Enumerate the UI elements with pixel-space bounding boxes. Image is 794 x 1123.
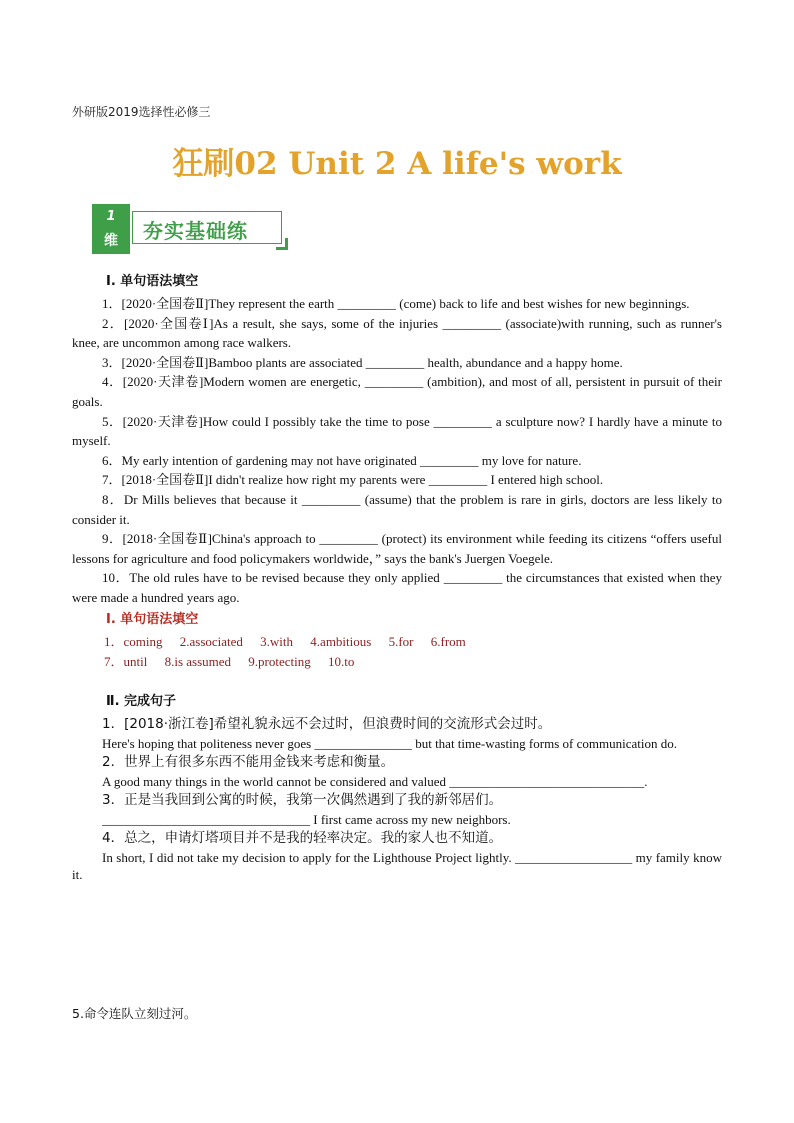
question-3: 3．[2020·全国卷Ⅱ]Bamboo plants are associated _________ health, abundance and a happy home. [102, 354, 623, 370]
document-header: 外研版2019选择性必修三 [72, 105, 211, 119]
sentence-2-chinese: 2．世界上有很多东西不能用金钱来考虑和衡量。 [102, 753, 395, 770]
answer-item: 5.for [388, 633, 414, 649]
spacer [72, 672, 722, 690]
exercise-content [72, 270, 722, 883]
sentence-3-english: ________________________________ I first came across my new neighbors. [102, 811, 511, 827]
section1-heading: Ⅰ. 单句语法填空 [106, 274, 199, 289]
question-7: 7．[2018·全国卷Ⅱ]I didn't realize how right my parents were _________ I entered high school. [102, 472, 604, 488]
question-8: 8．Dr Mills believes that because it _________ (assume) that the problem is rare in girls, doctors are less likely to consider it. [72, 491, 722, 527]
answers-row-2 [72, 652, 722, 672]
question-4: 4．[2020·天津卷]Modern women are energetic, _________ (ambition), and most of all, persistent in pursuit of their goals. [72, 374, 722, 409]
section-banner [132, 211, 282, 244]
answer-item: 3.with [260, 633, 294, 649]
sentence-3-chinese: 3．正是当我回到公寓的时候，我第一次偶然遇到了我的新邻居们。 [102, 791, 503, 808]
question-6: 6．My early intention of gardening may not have originated _________ my love for nature. [102, 452, 582, 468]
question-5: 5．[2020·天津卷]How could I possibly take the time to pose _________ a sculpture now? I hardly have a minute to myself. [72, 413, 722, 449]
level-badge [92, 204, 130, 254]
sentence-1-chinese: 1．[2018·浙江卷]希望礼貌永远不会过时，但浪费时间的交流形式会过时。 [102, 715, 552, 732]
answer-item: 10.to [328, 653, 355, 669]
answer-item: 6.from [430, 633, 466, 649]
answer-item: 2.associated [179, 633, 243, 649]
answer-item: 1．coming [104, 633, 163, 649]
sentence-4-english: In short, I did not take my decision to apply for the Lighthouse Project lightly. __________________ my family know it. [72, 849, 722, 882]
question-2: 2．[2020·全国卷Ⅰ]As a result, she says, some of the injuries _________ (associate)with running, such as runner's knee, are uncommon among race walkers. [72, 315, 722, 351]
sentence-5-chinese: 5.命令连队立刻过河。 [72, 1006, 197, 1021]
badge-number: 1 [106, 209, 116, 224]
answers-row-1 [72, 632, 722, 652]
question-9: 9．[2018·全国卷Ⅱ]China's approach to _________ (protect) its environment while feeding its citizens “offers useful lessons for agriculture and food policymakers worldwide，” says the bank's Juergen Voegele. [72, 531, 722, 566]
sentence-4-chinese: 4．总之，申请灯塔项目并不是我的轻率决定。我的家人也不知道。 [102, 829, 503, 846]
sentence-2-english: A good many things in the world cannot be considered and valued ______________________________. [102, 773, 648, 789]
answer-item: 9.protecting [248, 653, 311, 669]
sentence-1-english: Here's hoping that politeness never goes _______________ but that time-wasting forms of communication do. [102, 735, 677, 751]
answer-item: 7．until [104, 653, 148, 669]
section2-heading: Ⅱ. 完成句子 [106, 693, 177, 709]
question-10: 10．The old rules have to be revised because they only applied _________ the circumstances that existed when they were made a hundred years ago. [72, 570, 722, 605]
banner-corner-decoration [276, 238, 288, 250]
badge-word: 维 [104, 233, 118, 249]
page-title: 狂刷02 Unit 2 A life's work [172, 146, 622, 182]
answers-heading: Ⅰ. 单句语法填空 [106, 611, 199, 627]
answer-item: 8.is assumed [164, 653, 232, 669]
answer-item: 4.ambitious [310, 633, 372, 649]
question-1: 1．[2020·全国卷Ⅱ]They represent the earth _________ (come) back to life and best wishes for new beginnings. [102, 296, 690, 311]
banner-text: 夯实基础练 [143, 219, 248, 243]
